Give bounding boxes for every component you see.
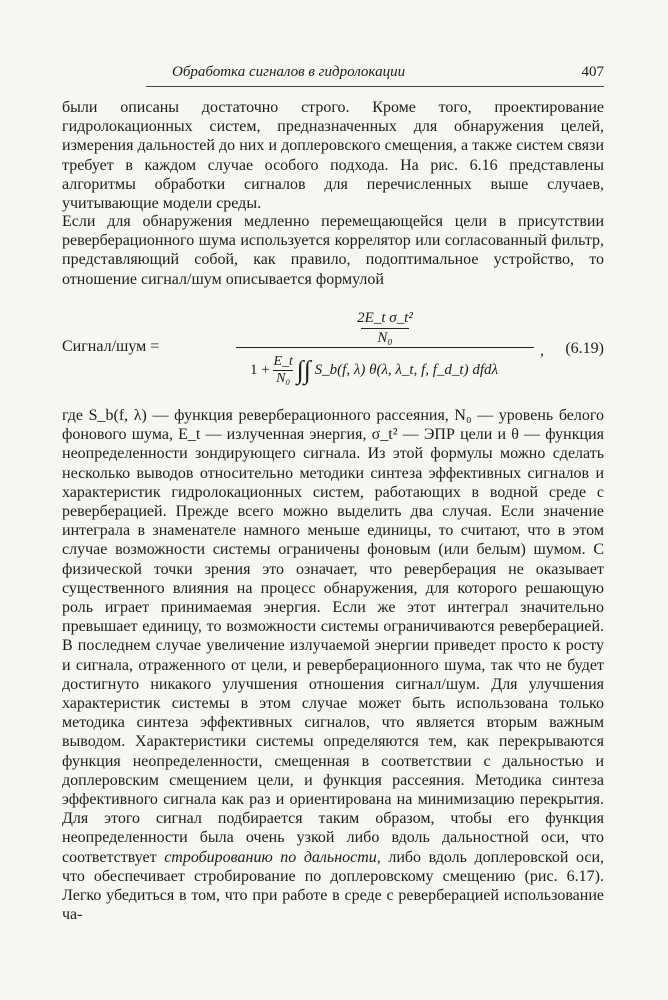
formula-fraction <box>236 306 534 396</box>
integral-sign: ∫∫ <box>296 355 311 385</box>
numerator-bottom: N₀ <box>377 330 393 346</box>
den-frac-top: E_t <box>273 354 293 369</box>
formula-numerator <box>236 310 534 347</box>
paragraph-2-text: Если для обнаружения медленно перемещающейся цели в присутствии реверберационного шума используется коррелятор или согласованный фильтр, представляющий собой, как правило, подоптимальное устройство, то отношение сигнал/шум описывается формулой <box>62 213 604 288</box>
formula-denominator <box>250 354 498 387</box>
running-title: Обработка сигналов в гидролокации <box>172 64 406 80</box>
den-one: 1 + <box>250 361 270 378</box>
formula-6-19 <box>62 306 604 396</box>
paragraph-3 <box>62 406 604 924</box>
equation-number: (6.19) <box>565 340 604 357</box>
paragraph-3-text-a: где S_b(f, λ) — функция реверберационного рассеяния, N₀ — уровень белого фонового шума, E_t — излученная энергия, σ_t² — ЭПР цели и θ — функция неопределенности зондирующего сигнала. Из этой формулы можно сделать несколько выводов относительно методики синтеза эффективных сигналов и характеристик гидролокационных систем, работающих в водной среде с реверберацией. Прежде всего можно выделить два случая. Если значение интеграла в знаменателе намного меньше единицы, то считают, что в этом случае возможности системы ограничены фоновым (или белым) шумом. С физической точки зрения это означает, что реверберация не оказывает существенного влияния на процесс обнаружения, для которого решающую роль играет принимаемая энергия. Если же этот интеграл значительно превышает единицу, то возможности системы ограничиваются реверберацией. В последнем случае увеличение излучаемой энергии приведет просто к росту и сигнала, отраженного от цели, и реверберационного шума, так что не будет достигнуто никакого улучшения отношения сигнал/шум. Для улучшения характеристик системы в этом случае может быть использована только методика синтеза эффективных сигналов, что является вторым важным выводом. Характеристики системы определяются тем, как перекрываются функция неопределенности, смещенная в соответствии с дальностью и доплеровским смещением цели, и функция рассеяния. Методика синтеза эффективного сигнала как раз и ориентирована на минимизацию перекрытия. Для этого сигнал подбирается таким образом, чтобы его функция неопределенности была очень узкой либо вдоль дальностной оси, что соответствует <box>62 407 604 866</box>
running-header <box>172 62 604 82</box>
header-rule <box>146 86 604 87</box>
integrand: S_b(f, λ) θ(λ, λ_t, f, f_d_t) dfdλ <box>314 361 499 378</box>
formula-lhs: Сигнал/шум = <box>62 338 160 355</box>
den-frac-bottom: N₀ <box>276 371 291 386</box>
paragraph-3-italic: стробированию по дальности, <box>164 848 381 866</box>
fraction-bar <box>236 347 534 348</box>
paragraph-3-text-b: либо вдоль доплеровской оси, что обеспечивает стробирование по доплеровскому смещению (рис. 6.17). Легко убедиться в том, что при работе в среде с реверберацией использование ча- <box>62 848 605 924</box>
page-number: 407 <box>581 64 604 80</box>
paragraph-1: были описаны достаточно строго. Кроме того, проектирование гидролокационных систем, предназначенных для обнаружения целей, измерения дальностей до них и доплеровского смещения, а также систем связи требует в каждом случае особого подхода. На рис. 6.16 представлены алгоритмы обработки сигналов для перечисленных выше случаев, учитывающие модели среды. <box>62 99 604 213</box>
paragraph-2 <box>62 212 604 289</box>
numerator-top: 2E_t σ_t² <box>357 310 413 326</box>
formula-comma: , <box>540 342 544 359</box>
